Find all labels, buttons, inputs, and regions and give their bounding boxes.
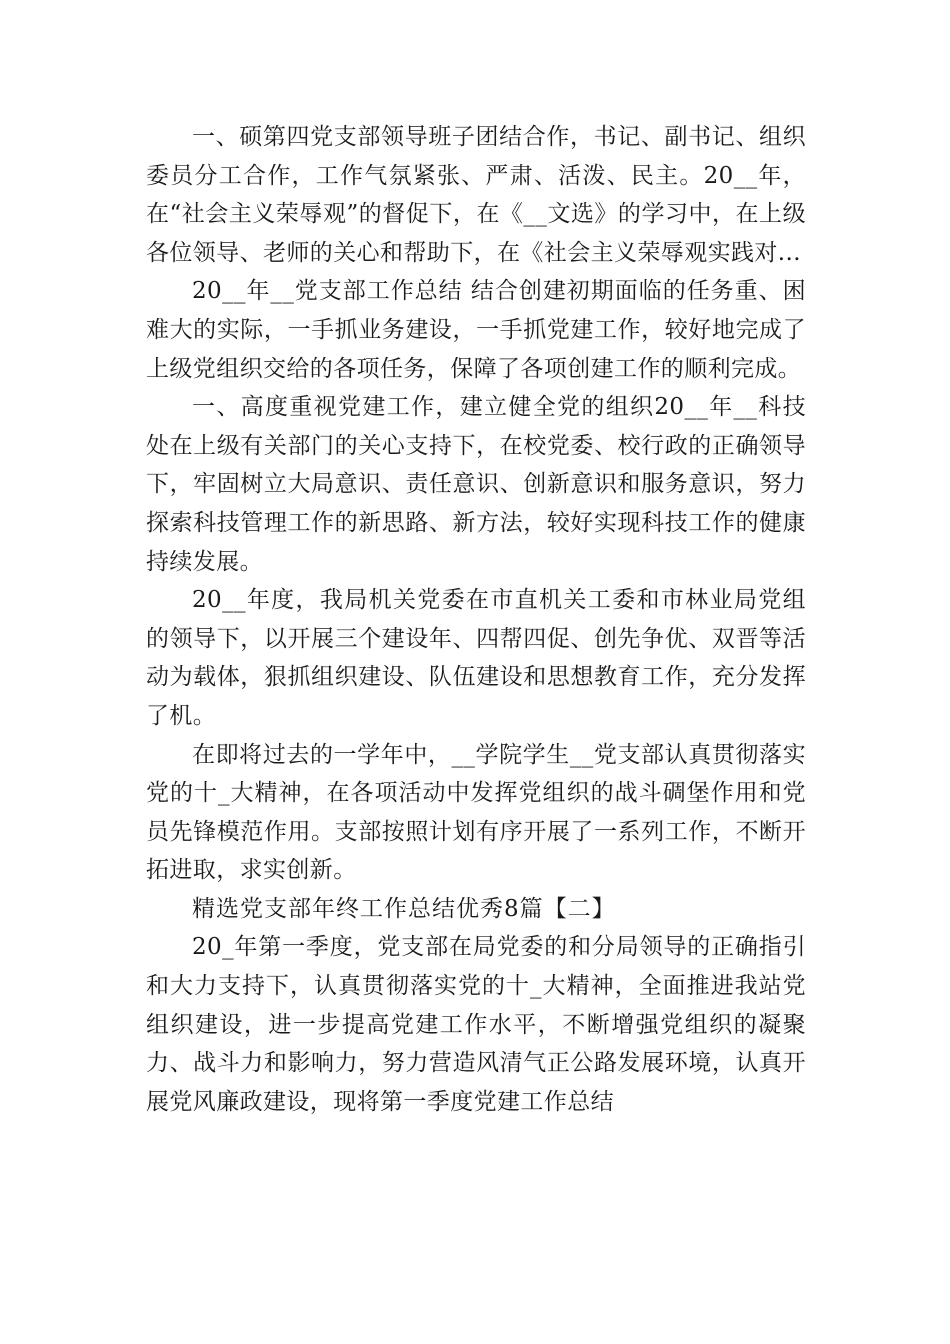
document-body (146, 118, 806, 1121)
section-heading: 精选党支部年终工作总结优秀8篇【二】 (192, 895, 616, 922)
paragraph-3: 一、高度重视党建工作，建立健全党的组织20__年__科技处在上级有关部门的关心支持下，在校党委、校行政的正确领导下，牢固树立大局意识、责任意识、创新意识和服务意识，努力探索科技管理工作的新思路、新方法，较好实现科技工作的健康持续发展。 (146, 394, 806, 575)
paragraph-1: 一、硕第四党支部领导班子团结合作，书记、副书记、组织委员分工合作，工作气氛紧张、严肃、活泼、民主。20__年，在“社会主义荣辱观”的督促下，在《__文选》的学习中，在上级各位领导、老师的关心和帮助下，在《社会主义荣辱观实践对... (146, 124, 806, 266)
paragraph-4: 20__年度，我局机关党委在市直机关工委和市林业局党组的领导下，以开展三个建设年、四帮四促、创先争优、双晋等活动为载体，狠抓组织建设、队伍建设和思想教育工作，充分发挥了机。 (146, 587, 806, 729)
paragraph-5: 在即将过去的一学年中，__学院学生__党支部认真贯彻落实党的十_大精神，在各项活动中发挥党组织的战斗碉堡作用和党员先锋模范作用。支部按照计划有序开展了一系列工作，不断开拓进取，求实创新。 (146, 741, 806, 884)
paragraph-6: 20_年第一季度，党支部在局党委的和分局领导的正确指引和大力支持下，认真贯彻落实党的十_大精神，全面推进我站党组织建设，进一步提高党建工作水平，不断增强党组织的凝聚力、战斗力和影响力，努力营造风清气正公路发展环境，认真开展党风廉政建设，现将第一季度党建工作总结 (146, 934, 806, 1115)
paragraph-2: 20__年__党支部工作总结 结合创建初期面临的任务重、困难大的实际，一手抓业务建设，一手抓党建工作，较好地完成了上级党组织交给的各项任务，保障了各项创建工作的顺利完成。 (146, 278, 806, 382)
